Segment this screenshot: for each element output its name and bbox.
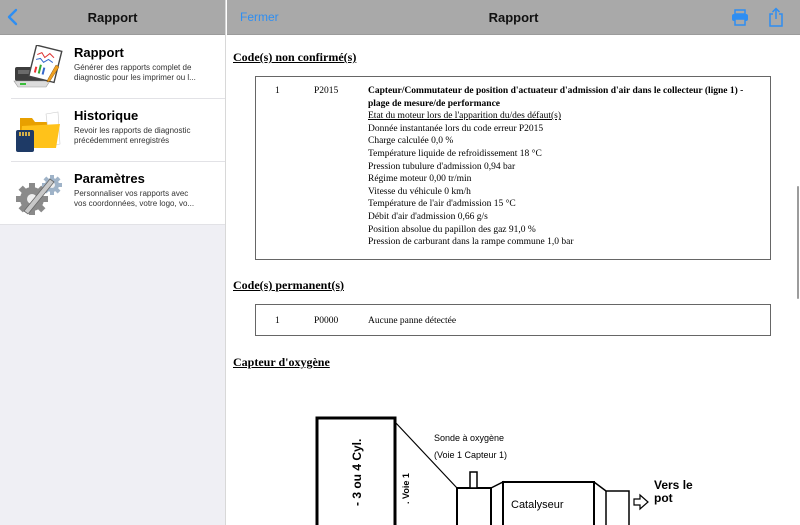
oxygen-sensor (470, 472, 477, 488)
freeze-frame-line: Pression de carburant dans la rampe commune 1,0 bar (368, 237, 574, 248)
freeze-frame-line: Régime moteur 0,00 tr/min (368, 174, 472, 185)
freeze-frame-line: Débit d'air d'admission 0,66 g/s (368, 211, 488, 222)
sidebar (0, 0, 226, 525)
dtc-description: Aucune panne détectée (368, 316, 457, 326)
report-view (227, 0, 800, 525)
arrow-right-icon (634, 495, 648, 509)
engine-label: - 3 ou 4 Cyl. (350, 438, 364, 506)
section-heading-unconfirmed: Code(s) non confirmé(s) (233, 50, 357, 64)
menu-item-description (74, 189, 214, 209)
close-button[interactable]: Fermer (240, 10, 279, 24)
menu-item-desc-line: précédemment enregistrés (74, 136, 170, 145)
folder-sdcard-icon (12, 108, 64, 152)
exhaust-label: Vers le (654, 478, 693, 492)
catalyst-label: Catalyseur (511, 499, 564, 511)
code-entry (256, 77, 770, 249)
dtc-code: P2015 (314, 86, 339, 96)
printer-report-icon (12, 45, 64, 89)
code-index: 1 (275, 86, 280, 96)
printer-icon[interactable] (731, 9, 749, 26)
freeze-frame-line: Température de l'air d'admission 15 °C (368, 199, 516, 210)
code-index: 1 (275, 316, 280, 326)
chevron-left-icon[interactable] (6, 8, 20, 26)
sidebar-item-rapport[interactable] (0, 35, 225, 98)
code-details (368, 85, 770, 249)
freeze-frame-line: Vitesse du véhicule 0 km/h (368, 186, 471, 197)
freeze-frame-heading: Etat du moteur lors de l'apparition du/des défaut(s) (368, 111, 561, 122)
sensor-label: Sonde à oxygène (434, 433, 505, 443)
sidebar-item-parametres[interactable] (0, 161, 225, 224)
vertical-scrollbar[interactable] (797, 186, 799, 299)
menu-item-desc-line: Personnaliser vos rapports avec (74, 189, 189, 198)
sidebar-navbar (0, 0, 225, 35)
menu-item-desc-line: Revoir les rapports de diagnostic (74, 126, 191, 135)
permanent-code-box (255, 304, 771, 336)
oxygen-sensor-diagram (227, 396, 800, 525)
menu-item-desc-line: vos coordonnées, votre logo, vo... (74, 199, 195, 208)
freeze-frame-line: Position absolue du papillon des gaz 91,0 % (368, 224, 536, 235)
menu-divider (0, 224, 225, 225)
freeze-frame-line: Température liquide de refroidissement 18 °C (368, 148, 542, 159)
menu-item-desc-line: Générer des rapports complet de (74, 63, 192, 72)
catalyst-outlet (594, 482, 629, 525)
code-entry (256, 305, 770, 328)
unconfirmed-code-box (255, 76, 771, 260)
freeze-frame-line: Donnée instantanée lors du code erreur P2015 (368, 123, 544, 134)
menu-item-title: Historique (74, 108, 139, 123)
menu-item-title: Rapport (74, 45, 124, 60)
bank-label: . Voie 1 (401, 473, 411, 504)
menu-item-description (74, 63, 214, 83)
sidebar-item-historique[interactable] (0, 98, 225, 161)
section-heading-oxygen: Capteur d'oxygène (233, 355, 330, 369)
menu-item-title: Paramètres (74, 171, 145, 186)
share-icon[interactable] (768, 7, 784, 27)
freeze-frame-line: Charge calculée 0,0 % (368, 136, 454, 147)
sidebar-title: Rapport (87, 9, 138, 25)
report-document[interactable] (227, 36, 800, 525)
catalyst-housing (491, 482, 503, 525)
exhaust-pipe-segment (457, 488, 491, 525)
main-title: Rapport (488, 9, 539, 25)
menu-item-description (74, 126, 214, 146)
dtc-code: P0000 (314, 316, 339, 326)
main-navbar (227, 0, 800, 35)
menu-item-desc-line: diagnostic pour les imprimer ou l... (74, 73, 196, 82)
sensor-sublabel: (Voie 1 Capteur 1) (434, 450, 508, 460)
section-heading-permanent: Code(s) permanent(s) (233, 278, 344, 292)
gears-wrench-icon (12, 171, 64, 215)
exhaust-label-2: pot (654, 491, 673, 505)
dtc-description: Capteur/Commutateur de position d'actuateur d'admission d'air dans le collecteur (ligne 1) - plage de mesure/de performance (368, 86, 744, 109)
sidebar-menu (0, 35, 225, 225)
freeze-frame-line: Pression tubulure d'admission 0,94 bar (368, 161, 516, 172)
